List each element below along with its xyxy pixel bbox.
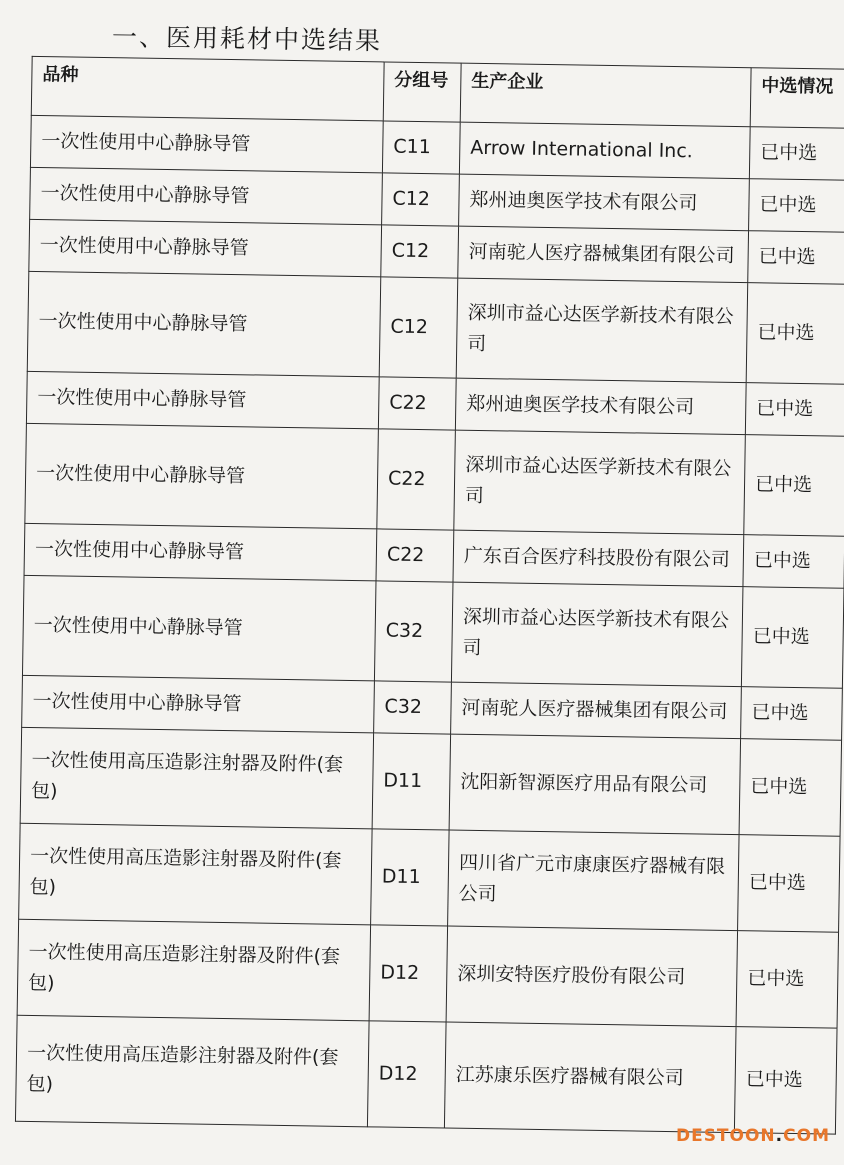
table-row xyxy=(17,919,838,1028)
header-variety: 品种 xyxy=(31,56,384,121)
group-cell: C22 xyxy=(377,429,456,530)
variety-cell: 一次性使用高压造影注射器及附件(套包) xyxy=(19,823,372,925)
company-cell: 郑州迪奥医学技术有限公司 xyxy=(455,378,746,435)
table-row xyxy=(27,271,844,384)
group-cell: C12 xyxy=(382,173,460,226)
group-cell: D11 xyxy=(371,829,449,926)
group-cell: C32 xyxy=(374,681,452,734)
variety-cell: 一次性使用中心静脉导管 xyxy=(22,675,375,733)
company-cell: 深圳市益心达医学新技术有限公司 xyxy=(451,582,743,687)
status-cell: 已中选 xyxy=(741,587,844,689)
company-cell: 郑州迪奥医学技术有限公司 xyxy=(459,174,750,231)
group-cell: D11 xyxy=(372,733,450,830)
table-body xyxy=(15,115,844,1134)
status-cell: 已中选 xyxy=(749,179,844,233)
watermark xyxy=(676,1126,830,1146)
watermark-dot: . xyxy=(775,1126,784,1146)
group-cell: C22 xyxy=(376,529,454,582)
company-cell: 沈阳新智源医疗用品有限公司 xyxy=(449,734,740,835)
status-cell: 已中选 xyxy=(741,687,843,741)
variety-cell: 一次性使用高压造影注射器及附件(套包) xyxy=(20,727,373,829)
results-table xyxy=(15,56,844,1135)
status-cell: 已中选 xyxy=(744,435,844,537)
variety-cell: 一次性使用中心静脉导管 xyxy=(29,219,382,277)
page-title: 一、医用耗材中选结果 xyxy=(111,22,383,56)
company-cell: 河南驼人医疗器械集团有限公司 xyxy=(458,226,749,283)
variety-cell: 一次性使用中心静脉导管 xyxy=(30,167,383,225)
watermark-brand: DESTOON xyxy=(675,1126,776,1146)
group-cell: C12 xyxy=(379,277,458,378)
status-cell: 已中选 xyxy=(746,283,844,385)
company-cell: 四川省广元市康康医疗器械有限公司 xyxy=(448,830,739,931)
group-cell: C11 xyxy=(382,121,460,174)
variety-cell: 一次性使用高压造影注射器及附件(套包) xyxy=(15,1015,369,1127)
watermark-suffix: COM xyxy=(783,1126,830,1146)
status-cell: 已中选 xyxy=(745,383,844,437)
variety-cell: 一次性使用中心静脉导管 xyxy=(25,423,379,529)
table-row xyxy=(19,823,840,932)
status-cell: 已中选 xyxy=(748,231,844,285)
company-cell: 江苏康乐医疗器械有限公司 xyxy=(444,1022,736,1133)
company-cell: 深圳安特医疗股份有限公司 xyxy=(446,926,737,1027)
table-row xyxy=(20,727,841,836)
table-row xyxy=(25,423,844,536)
variety-cell: 一次性使用中心静脉导管 xyxy=(22,575,376,681)
table-row xyxy=(15,1015,837,1134)
header-status: 中选情况 xyxy=(750,68,844,129)
company-cell: 广东百合医疗科技股份有限公司 xyxy=(453,530,744,587)
status-cell: 已中选 xyxy=(749,127,844,181)
status-cell: 已中选 xyxy=(739,739,841,837)
variety-cell: 一次性使用中心静脉导管 xyxy=(27,271,381,377)
status-cell: 已中选 xyxy=(743,535,844,589)
header-group: 分组号 xyxy=(383,62,461,122)
header-company: 生产企业 xyxy=(460,63,751,127)
company-cell: 深圳市益心达医学新技术有限公司 xyxy=(456,278,748,383)
status-cell: 已中选 xyxy=(736,931,838,1029)
table-row xyxy=(22,575,843,688)
group-cell: C32 xyxy=(374,581,453,682)
company-cell: Arrow International Inc. xyxy=(459,122,750,179)
company-cell: 河南驼人医疗器械集团有限公司 xyxy=(451,682,742,739)
group-cell: D12 xyxy=(367,1021,446,1128)
group-cell: D12 xyxy=(369,925,447,1022)
group-cell: C12 xyxy=(381,225,459,278)
group-cell: C22 xyxy=(378,377,456,430)
status-cell: 已中选 xyxy=(738,835,840,933)
variety-cell: 一次性使用中心静脉导管 xyxy=(24,523,377,581)
company-cell: 深圳市益心达医学新技术有限公司 xyxy=(454,430,746,535)
status-cell: 已中选 xyxy=(734,1027,837,1135)
variety-cell: 一次性使用中心静脉导管 xyxy=(30,115,383,173)
variety-cell: 一次性使用中心静脉导管 xyxy=(26,371,379,429)
variety-cell: 一次性使用高压造影注射器及附件(套包) xyxy=(17,919,370,1021)
